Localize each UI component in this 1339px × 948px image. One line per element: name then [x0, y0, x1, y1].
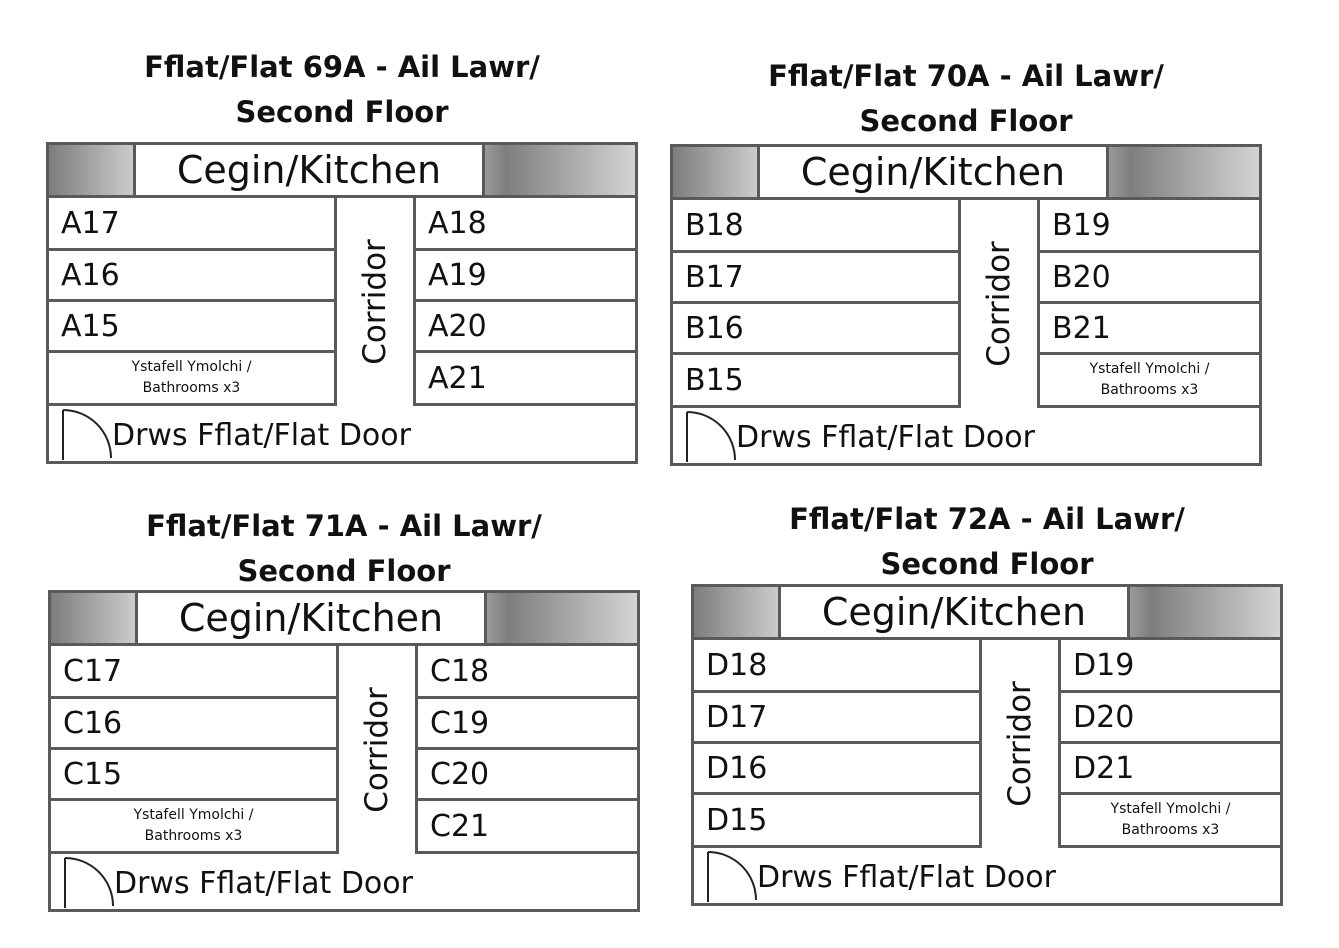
bathroom-label-line2: Bathrooms x3	[144, 828, 243, 844]
flat-title	[670, 54, 1262, 144]
bathrooms	[1058, 795, 1280, 848]
room-b16: B16	[673, 304, 961, 355]
flat-plan-72a	[691, 497, 1283, 906]
room-c18: C18	[415, 646, 637, 699]
room-a18: A18	[413, 198, 635, 251]
flat-title-line1: Fflat/Flat 70A - Ail Lawr/	[768, 59, 1164, 93]
corridor-label: Corridor	[981, 241, 1017, 367]
room-a16: A16	[49, 251, 337, 302]
room-d19: D19	[1058, 640, 1280, 693]
room-b19: B19	[1037, 200, 1259, 253]
corridor-label: Corridor	[1002, 681, 1038, 807]
room-a19: A19	[413, 251, 635, 302]
kitchen-room: Cegin/Kitchen	[135, 593, 487, 643]
flat-title-line1: Fflat/Flat 72A - Ail Lawr/	[789, 502, 1185, 536]
room-b20: B20	[1037, 253, 1259, 304]
room-d18: D18	[694, 640, 982, 693]
door-swing-icon	[706, 850, 758, 902]
room-b17: B17	[673, 253, 961, 304]
floor-plan	[691, 584, 1283, 906]
flat-title	[46, 45, 638, 135]
room-d21: D21	[1058, 744, 1280, 795]
corridor	[961, 200, 1037, 408]
flat-title-line1: Fflat/Flat 69A - Ail Lawr/	[144, 50, 540, 84]
flat-door	[694, 848, 1280, 903]
bathroom-label-line1: Ystafell Ymolchi /	[131, 359, 252, 375]
bathrooms	[51, 801, 339, 854]
door-label: Drws Fflat/Flat Door	[112, 418, 411, 453]
floor-plan	[670, 144, 1262, 466]
floor-plan	[46, 142, 638, 464]
corridor	[339, 646, 415, 854]
flat-door	[673, 408, 1259, 463]
bathroom-label-line2: Bathrooms x3	[1100, 382, 1199, 398]
corridor-label: Corridor	[357, 239, 393, 365]
room-b18: B18	[673, 200, 961, 253]
room-c16: C16	[51, 699, 339, 750]
room-d16: D16	[694, 744, 982, 795]
kitchen-room: Cegin/Kitchen	[778, 587, 1130, 637]
kitchen-room: Cegin/Kitchen	[757, 147, 1109, 197]
room-d17: D17	[694, 693, 982, 744]
flat-door	[51, 854, 637, 909]
flat-door	[49, 406, 635, 461]
flat-plan-70a	[670, 54, 1262, 466]
bathroom-label-line1: Ystafell Ymolchi /	[1110, 801, 1231, 817]
floor-plan	[48, 590, 640, 912]
flat-title-line2: Second Floor	[235, 95, 449, 129]
flat-title-line2: Second Floor	[859, 104, 1073, 138]
room-c21: C21	[415, 801, 637, 854]
door-swing-icon	[685, 410, 737, 462]
bathroom-label-line1: Ystafell Ymolchi /	[1089, 361, 1210, 377]
corridor	[337, 198, 413, 406]
room-a21: A21	[413, 353, 635, 406]
room-b21: B21	[1037, 304, 1259, 355]
corridor	[982, 640, 1058, 848]
room-d20: D20	[1058, 693, 1280, 744]
room-c17: C17	[51, 646, 339, 699]
flat-title-line2: Second Floor	[880, 547, 1094, 581]
flat-title	[48, 504, 640, 594]
door-swing-icon	[61, 408, 113, 460]
flat-plan-69a	[46, 45, 638, 464]
room-d15: D15	[694, 795, 982, 848]
corridor-label: Corridor	[359, 687, 395, 813]
door-label: Drws Fflat/Flat Door	[757, 860, 1056, 895]
bathrooms	[49, 353, 337, 406]
room-c15: C15	[51, 750, 339, 801]
flat-title	[691, 497, 1283, 587]
room-c19: C19	[415, 699, 637, 750]
bathroom-label-line2: Bathrooms x3	[142, 380, 241, 396]
flat-title-line2: Second Floor	[237, 554, 451, 588]
room-c20: C20	[415, 750, 637, 801]
room-b15: B15	[673, 355, 961, 408]
flat-title-line1: Fflat/Flat 71A - Ail Lawr/	[146, 509, 542, 543]
door-label: Drws Fflat/Flat Door	[114, 866, 413, 901]
bathroom-label-line2: Bathrooms x3	[1121, 822, 1220, 838]
flat-plan-71a	[48, 504, 640, 912]
room-a15: A15	[49, 302, 337, 353]
bathrooms	[1037, 355, 1259, 408]
door-label: Drws Fflat/Flat Door	[736, 420, 1035, 455]
bathroom-label-line1: Ystafell Ymolchi /	[133, 807, 254, 823]
door-swing-icon	[63, 856, 115, 908]
room-a20: A20	[413, 302, 635, 353]
room-a17: A17	[49, 198, 337, 251]
kitchen-room: Cegin/Kitchen	[133, 145, 485, 195]
